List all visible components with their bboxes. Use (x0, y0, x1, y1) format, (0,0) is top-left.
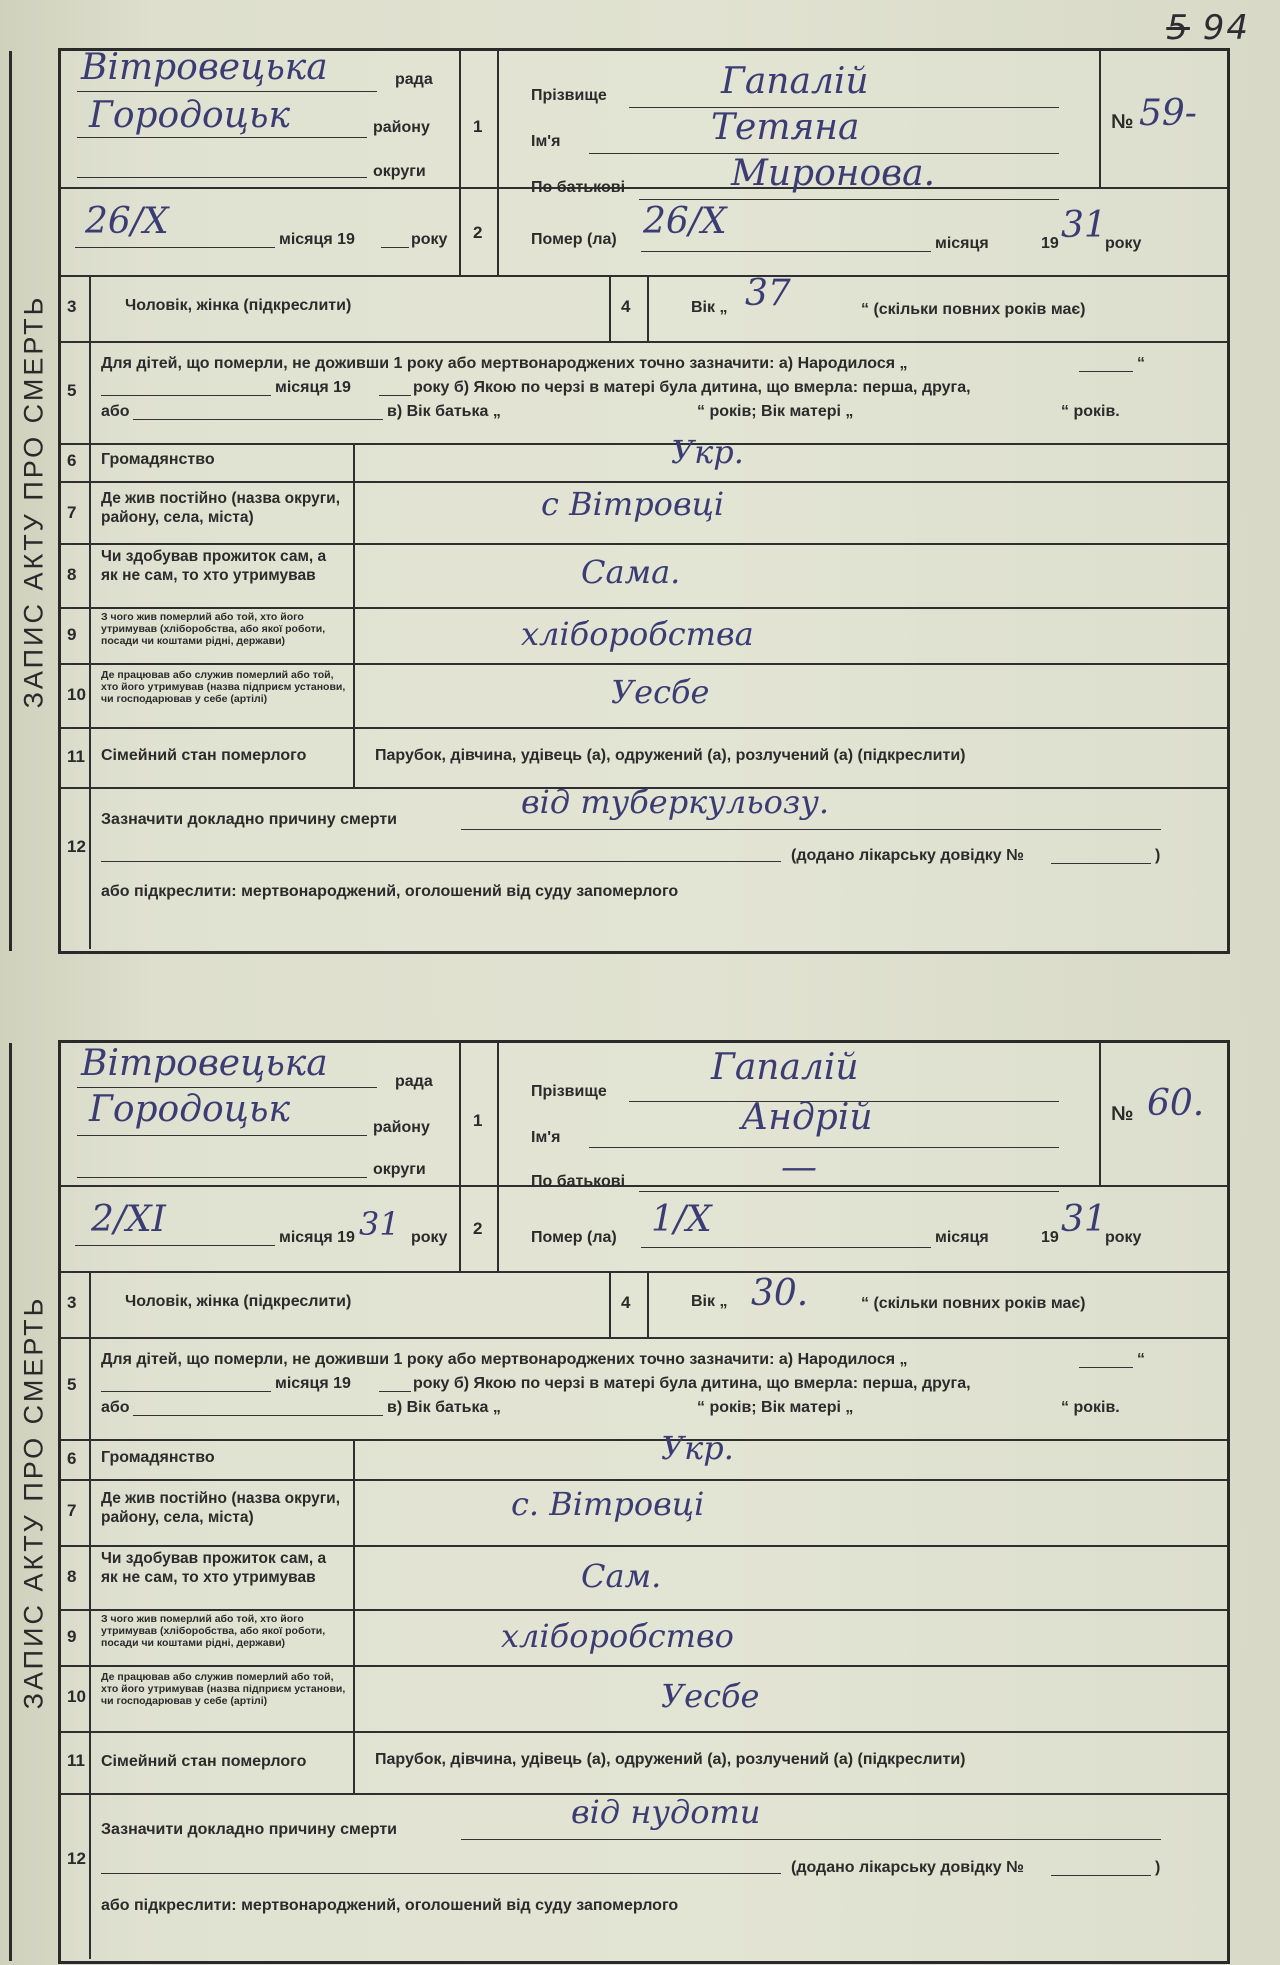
residence-value: с. Вітровці (511, 1485, 705, 1523)
work-value: Уесбе (661, 1677, 760, 1715)
residence-value: с Вітровці (541, 485, 725, 523)
side-title: ЗАПИС АКТУ ПРО СМЕРТЬ (9, 1043, 56, 1961)
row-citizenship: 6 Громадянство Укр. (61, 1439, 1227, 1481)
record-header-row-1: 1 Вітровецька рада Городоцьк району округи Прізвище Гапалій Ім'я Андрій По батькові — № 60. (61, 1043, 1227, 1187)
age-value: 37 (745, 273, 791, 314)
surname-value: Гапалій (721, 61, 869, 102)
row-sex-age: 3 Чоловік, жінка (підкреслити) 4 Вік „ 30. “ (скільки повних років має) (61, 1271, 1227, 1339)
name-value: Тетяна (711, 107, 860, 148)
row-support: 8 Чи здобував прожиток сам, а як не сам, то хто утримував Сам. (61, 1545, 1227, 1611)
record-header-row-2: 2 26/Х місяця 19 року Помер (ла) 26/Х місяця 19 31 року (61, 187, 1227, 277)
cause-value: від туберкульозу. (521, 783, 830, 821)
death-record-2 (18, 1040, 1230, 1964)
row-livelihood: 9 З чого жив померлий або той, хто його утримував (хліборобства, або якої роботи, посади чи коштами рідні, держави) хліборобство (61, 1609, 1227, 1667)
record-header-row-2: 2 2/ХІ місяця 19 31 року Помер (ла) 1/Х місяця 19 31 року (61, 1185, 1227, 1273)
death-year: 31 (1061, 1199, 1107, 1240)
registration-date: 2/ХІ (91, 1199, 166, 1240)
record-header-row-1: 1 Вітровецька рада Городоцьк району округи Прізвище Гапалій Ім'я Тетяна По батькові Миронова. № 59- (61, 51, 1227, 189)
rada-value: Вітровецька (81, 1043, 328, 1084)
row-children: 5 Для дітей, що померли, не доживши 1 року або мертвонароджених точно зазначити: а) Народилося „ “ місяця 19 року б) Якою по черзі в матері була дитина, що вмерла: перша, друга, або в) Вік батька „ “ років; Вік матері „ “ років. (61, 1337, 1227, 1441)
death-record-1 (18, 47, 1230, 954)
row-children: 5 Для дітей, що померли, не доживши 1 року або мертвонароджених точно зазначити: а) Народилося „ “ місяця 19 року б) Якою по черзі в матері була дитина, що вмерла: перша, друга, або в) Вік батька „ “ років; Вік матері „ “ років. (61, 341, 1227, 445)
row-work: 10 Де працював або служив померлий або той, хто його утримував (назва підприєм установи, чи господарював у себе (артілі) Уесбе (61, 663, 1227, 729)
row-livelihood: 9 З чого жив померлий або той, хто його утримував (хліборобства, або якої роботи, посади чи коштами рідні, держави) хліборобства (61, 607, 1227, 665)
livelihood-value: хліборобство (501, 1617, 734, 1655)
record-number: 60. (1147, 1083, 1205, 1124)
row-residence: 7 Де жив постійно (назва округи, району, села, міста) с. Вітровці (61, 1479, 1227, 1547)
row-cause: 12 Зазначити докладно причину смерти від нудоти (додано лікарську довідку № ) або підкреслити: мертвонароджений, оголошений від суду запомерлого (61, 1793, 1227, 1959)
raion-value: Городоцьк (89, 1089, 290, 1130)
citizenship-value: Укр. (671, 433, 744, 471)
name-value: Андрій (741, 1097, 873, 1138)
row-work: 10 Де працював або служив померлий або той, хто його утримував (назва підприєм установи, чи господарював у себе (артілі) Уесбе (61, 1665, 1227, 1733)
row-family-status: 11 Сімейний стан померлого Парубок, дівчина, удівець (а), одружений (а), розлучений (а) (підкреслити) (61, 1731, 1227, 1795)
row-family-status: 11 Сімейний стан померлого Парубок, дівчина, удівець (а), одружений (а), розлучений (а) (підкреслити) (61, 727, 1227, 789)
record-number: 59- (1139, 93, 1197, 134)
patronymic-value: — (781, 1147, 817, 1188)
work-value: Уесбе (611, 673, 710, 711)
registration-year: 31 (359, 1205, 400, 1243)
registration-date: 26/Х (85, 201, 169, 242)
support-value: Сама. (581, 553, 681, 591)
death-date: 26/Х (643, 201, 727, 242)
row-cause: 12 Зазначити докладно причину смерти від туберкульозу. (додано лікарську довідку № ) або підкреслити: мертвонароджений, оголошений від суду запомерлого (61, 787, 1227, 949)
support-value: Сам. (581, 1557, 662, 1595)
cause-value: від нудоти (571, 1793, 761, 1831)
citizenship-value: Укр. (661, 1429, 734, 1467)
row-citizenship: 6 Громадянство Укр. (61, 443, 1227, 483)
row-residence: 7 Де жив постійно (назва округи, району, села, міста) с Вітровці (61, 481, 1227, 545)
row-support: 8 Чи здобував прожиток сам, а як не сам, то хто утримував Сама. (61, 543, 1227, 609)
age-value: 30. (751, 1273, 809, 1314)
page-number-note: 5 94 (1166, 8, 1250, 48)
raion-value: Городоцьк (89, 95, 290, 136)
surname-value: Гапалій (711, 1047, 859, 1088)
row-sex-age: 3 Чоловік, жінка (підкреслити) 4 Вік „ 37 “ (скільки повних років має) (61, 275, 1227, 343)
patronymic-value: Миронова. (731, 153, 936, 194)
livelihood-value: хліборобства (521, 615, 754, 653)
rada-value: Вітровецька (81, 47, 328, 88)
death-year: 31 (1061, 205, 1107, 246)
death-date: 1/Х (651, 1199, 712, 1240)
side-title: ЗАПИС АКТУ ПРО СМЕРТЬ (9, 51, 56, 951)
